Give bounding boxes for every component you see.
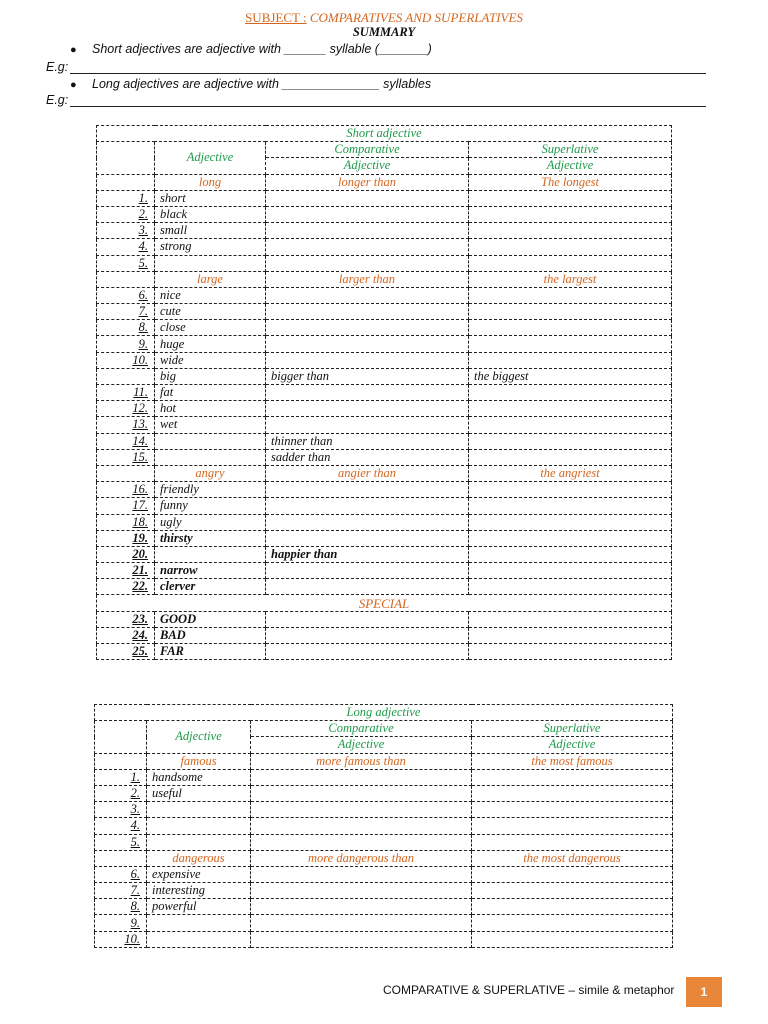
superlative-cell[interactable] [472, 834, 673, 850]
comparative-cell[interactable]: thinner than [266, 433, 469, 449]
adjective-cell[interactable]: small [155, 223, 266, 239]
superlative-cell[interactable] [469, 190, 672, 206]
exercise-row [97, 385, 672, 401]
comparative-cell[interactable] [251, 785, 472, 801]
short-rule-text: Short adjectives are adjective with ______ syllable (_______) [92, 42, 432, 56]
row-number: 6. [97, 287, 155, 303]
superlative-cell[interactable] [472, 883, 673, 899]
row-number: 23. [97, 611, 155, 627]
row-number: 9. [97, 336, 155, 352]
comparative-cell[interactable] [266, 611, 469, 627]
superlative-header-sub: Adjective [469, 158, 672, 174]
superlative-cell[interactable] [469, 433, 672, 449]
exercise-row [97, 449, 672, 465]
row-number: 8. [95, 899, 147, 915]
example-adjective: famous [147, 753, 251, 769]
comparative-cell[interactable] [266, 417, 469, 433]
comparative-cell[interactable] [266, 579, 469, 595]
superlative-cell[interactable] [472, 899, 673, 915]
comparative-cell[interactable]: bigger than [266, 368, 469, 384]
comparative-cell[interactable] [251, 818, 472, 834]
row-number: 8. [97, 320, 155, 336]
header-row-1 [95, 721, 673, 737]
superlative-cell[interactable] [469, 223, 672, 239]
exercise-row [97, 546, 672, 562]
section-title-row [95, 705, 673, 721]
exercise-row [95, 866, 673, 882]
exercise-row [97, 190, 672, 206]
example-comparative: larger than [266, 271, 469, 287]
comparative-cell[interactable] [251, 802, 472, 818]
adjective-cell[interactable]: FAR [155, 644, 266, 660]
short-adjective-table [96, 125, 672, 660]
example-superlative: the most dangerous [472, 850, 673, 866]
example-number-cell [97, 271, 155, 287]
comparative-cell[interactable] [266, 530, 469, 546]
row-number: 25. [97, 644, 155, 660]
row-number: 17. [97, 498, 155, 514]
comparative-cell[interactable] [251, 899, 472, 915]
footer-text: COMPARATIVE & SUPERLATIVE – simile & metaphor [383, 983, 675, 997]
example-superlative: The longest [469, 174, 672, 190]
example-comparative: more dangerous than [251, 850, 472, 866]
example-adjective: long [155, 174, 266, 190]
adjective-cell[interactable] [147, 802, 251, 818]
adjective-cell[interactable]: interesting [147, 883, 251, 899]
exercise-row [95, 818, 673, 834]
subject-title [0, 10, 768, 26]
example-row [95, 753, 673, 769]
comparative-cell[interactable] [266, 287, 469, 303]
adjective-cell[interactable]: black [155, 206, 266, 222]
bullet-icon: ● [70, 44, 77, 56]
superlative-cell[interactable] [472, 802, 673, 818]
exercise-row [97, 287, 672, 303]
row-number: 4. [97, 239, 155, 255]
comparative-cell[interactable] [251, 769, 472, 785]
example-row [97, 174, 672, 190]
example-comparative: angier than [266, 465, 469, 481]
comparative-header: Comparative [266, 142, 469, 158]
example-row [97, 465, 672, 481]
row-number: 5. [97, 255, 155, 271]
comparative-header-sub: Adjective [251, 737, 472, 753]
superlative-cell[interactable] [472, 818, 673, 834]
row-number: 9. [95, 915, 147, 931]
superlative-cell[interactable] [469, 611, 672, 627]
row-number: 7. [97, 304, 155, 320]
superlative-cell[interactable] [469, 206, 672, 222]
comparative-cell[interactable]: sadder than [266, 449, 469, 465]
superlative-cell[interactable] [469, 417, 672, 433]
example-superlative: the angriest [469, 465, 672, 481]
superlative-cell[interactable] [469, 449, 672, 465]
superlative-cell[interactable] [469, 239, 672, 255]
eg-answer-line-1 [70, 73, 706, 74]
superlative-header-sub: Adjective [472, 737, 673, 753]
row-number: 19. [97, 530, 155, 546]
example-row [95, 850, 673, 866]
example-superlative: the most famous [472, 753, 673, 769]
adjective-cell[interactable]: powerful [147, 899, 251, 915]
adjective-cell[interactable]: wet [155, 417, 266, 433]
long-rule-text: Long adjectives are adjective with ______________ syllables [92, 77, 432, 91]
exercise-row [97, 336, 672, 352]
superlative-cell[interactable] [472, 769, 673, 785]
comparative-cell[interactable] [251, 931, 472, 947]
adjective-cell[interactable]: GOOD [155, 611, 266, 627]
adjective-cell[interactable]: ugly [155, 514, 266, 530]
superlative-cell[interactable] [469, 530, 672, 546]
section-title: Long adjective [95, 705, 673, 721]
row-number: 11. [97, 385, 155, 401]
exercise-row [95, 802, 673, 818]
superlative-cell[interactable] [469, 385, 672, 401]
long-adjective-table [94, 704, 673, 948]
exercise-row [95, 899, 673, 915]
exercise-row [97, 352, 672, 368]
row-number: 1. [95, 769, 147, 785]
adjective-cell[interactable] [155, 449, 266, 465]
adjective-cell[interactable] [155, 255, 266, 271]
adjective-cell[interactable]: BAD [155, 627, 266, 643]
exercise-row [95, 883, 673, 899]
superlative-cell[interactable] [469, 255, 672, 271]
adjective-cell[interactable]: hot [155, 401, 266, 417]
exercise-row [97, 530, 672, 546]
superlative-cell[interactable] [469, 546, 672, 562]
exercise-row [97, 433, 672, 449]
exercise-row [95, 915, 673, 931]
superlative-cell[interactable] [469, 644, 672, 660]
adjective-cell[interactable]: cute [155, 304, 266, 320]
row-number: 20. [97, 546, 155, 562]
row-number: 10. [97, 352, 155, 368]
exercise-row [95, 834, 673, 850]
example-row [97, 271, 672, 287]
comparative-cell[interactable] [266, 644, 469, 660]
special-title: SPECIAL [97, 595, 672, 611]
adjective-cell[interactable]: wide [155, 352, 266, 368]
superlative-cell[interactable] [469, 320, 672, 336]
exercise-row [97, 417, 672, 433]
row-number [97, 368, 155, 384]
example-number-cell [97, 465, 155, 481]
number-header-cell [97, 142, 155, 174]
summary-heading: SUMMARY [352, 25, 416, 39]
adjective-cell[interactable]: thirsty [155, 530, 266, 546]
adjective-cell[interactable]: close [155, 320, 266, 336]
exercise-row [95, 785, 673, 801]
exercise-row [97, 368, 672, 384]
row-number: 15. [97, 449, 155, 465]
row-number: 21. [97, 563, 155, 579]
adjective-cell[interactable]: friendly [155, 482, 266, 498]
adjective-header: Adjective [155, 142, 266, 174]
row-number: 16. [97, 482, 155, 498]
long-rule [70, 77, 431, 91]
superlative-cell[interactable]: the biggest [469, 368, 672, 384]
superlative-cell[interactable] [469, 579, 672, 595]
header-row-1 [97, 142, 672, 158]
row-number: 7. [95, 883, 147, 899]
comparative-cell[interactable] [266, 255, 469, 271]
comparative-cell[interactable] [266, 401, 469, 417]
comparative-cell[interactable] [266, 482, 469, 498]
adjective-cell[interactable]: strong [155, 239, 266, 255]
adjective-cell[interactable]: funny [155, 498, 266, 514]
comparative-cell[interactable] [266, 336, 469, 352]
adjective-cell[interactable]: nice [155, 287, 266, 303]
exercise-row [95, 769, 673, 785]
eg-label-1: E.g: [46, 60, 69, 74]
comparative-cell[interactable] [266, 385, 469, 401]
subject-label: SUBJECT : [245, 10, 307, 25]
special-row [97, 627, 672, 643]
page-number-badge: 1 [686, 977, 722, 1007]
exercise-row [95, 931, 673, 947]
comparative-cell[interactable] [266, 498, 469, 514]
row-number: 6. [95, 866, 147, 882]
special-title-row [97, 595, 672, 611]
exercise-row [97, 482, 672, 498]
exercise-row [97, 514, 672, 530]
comparative-cell[interactable] [266, 239, 469, 255]
row-number: 1. [97, 190, 155, 206]
comparative-cell[interactable]: happier than [266, 546, 469, 562]
comparative-cell[interactable] [266, 206, 469, 222]
superlative-cell[interactable] [469, 352, 672, 368]
exercise-row [97, 320, 672, 336]
adjective-cell[interactable]: expensive [147, 866, 251, 882]
example-number-cell [97, 174, 155, 190]
adjective-cell[interactable]: narrow [155, 563, 266, 579]
superlative-cell[interactable] [472, 915, 673, 931]
example-adjective: dangerous [147, 850, 251, 866]
comparative-cell[interactable] [251, 834, 472, 850]
superlative-header: Superlative [472, 721, 673, 737]
comparative-header: Comparative [251, 721, 472, 737]
short-rule [70, 42, 432, 56]
row-number: 4. [95, 818, 147, 834]
adjective-cell[interactable]: handsome [147, 769, 251, 785]
special-row [97, 644, 672, 660]
subject-value: COMPARATIVES AND SUPERLATIVES [309, 10, 523, 25]
superlative-cell[interactable] [469, 627, 672, 643]
row-number: 14. [97, 433, 155, 449]
comparative-cell[interactable] [266, 563, 469, 579]
exercise-row [97, 579, 672, 595]
comparative-cell[interactable] [266, 223, 469, 239]
comparative-cell[interactable] [266, 190, 469, 206]
row-number: 12. [97, 401, 155, 417]
comparative-cell[interactable] [251, 915, 472, 931]
comparative-cell[interactable] [266, 320, 469, 336]
comparative-cell[interactable] [251, 883, 472, 899]
superlative-cell[interactable] [469, 336, 672, 352]
exercise-row [97, 223, 672, 239]
superlative-cell[interactable] [469, 563, 672, 579]
example-superlative: the largest [469, 271, 672, 287]
superlative-cell[interactable] [472, 866, 673, 882]
row-number: 3. [95, 802, 147, 818]
adjective-cell[interactable]: huge [155, 336, 266, 352]
comparative-cell[interactable] [266, 352, 469, 368]
comparative-cell[interactable] [266, 627, 469, 643]
superlative-cell[interactable] [472, 785, 673, 801]
row-number: 3. [97, 223, 155, 239]
comparative-cell[interactable] [251, 866, 472, 882]
comparative-header-sub: Adjective [266, 158, 469, 174]
adjective-cell[interactable] [147, 834, 251, 850]
row-number: 18. [97, 514, 155, 530]
row-number: 5. [95, 834, 147, 850]
adjective-cell[interactable] [147, 818, 251, 834]
exercise-row [97, 255, 672, 271]
section-title-row [97, 126, 672, 142]
number-header-cell [95, 721, 147, 753]
example-number-cell [95, 753, 147, 769]
exercise-row [97, 304, 672, 320]
superlative-header: Superlative [469, 142, 672, 158]
row-number: 24. [97, 627, 155, 643]
superlative-cell[interactable] [469, 304, 672, 320]
eg-label-2: E.g: [46, 93, 69, 107]
exercise-row [97, 563, 672, 579]
bullet-icon: ● [70, 79, 77, 91]
exercise-row [97, 239, 672, 255]
exercise-row [97, 498, 672, 514]
superlative-cell[interactable] [469, 482, 672, 498]
adjective-cell[interactable] [155, 433, 266, 449]
adjective-cell[interactable] [155, 546, 266, 562]
adjective-header: Adjective [147, 721, 251, 753]
adjective-cell[interactable]: big [155, 368, 266, 384]
superlative-cell[interactable] [469, 287, 672, 303]
example-comparative: more famous than [251, 753, 472, 769]
exercise-row [97, 206, 672, 222]
comparative-cell[interactable] [266, 514, 469, 530]
example-comparative: longer than [266, 174, 469, 190]
row-number: 2. [95, 785, 147, 801]
section-title: Short adjective [97, 126, 672, 142]
example-adjective: large [155, 271, 266, 287]
adjective-cell[interactable]: clerver [155, 579, 266, 595]
example-number-cell [95, 850, 147, 866]
row-number: 2. [97, 206, 155, 222]
exercise-row [97, 401, 672, 417]
adjective-cell[interactable] [147, 915, 251, 931]
superlative-cell[interactable] [469, 401, 672, 417]
special-row [97, 611, 672, 627]
comparative-cell[interactable] [266, 304, 469, 320]
row-number: 10. [95, 931, 147, 947]
row-number: 22. [97, 579, 155, 595]
superlative-cell[interactable] [469, 498, 672, 514]
adjective-cell[interactable]: short [155, 190, 266, 206]
adjective-cell[interactable]: useful [147, 785, 251, 801]
adjective-cell[interactable]: fat [155, 385, 266, 401]
superlative-cell[interactable] [472, 931, 673, 947]
adjective-cell[interactable] [147, 931, 251, 947]
example-adjective: angry [155, 465, 266, 481]
superlative-cell[interactable] [469, 514, 672, 530]
eg-answer-line-2 [70, 106, 706, 107]
row-number: 13. [97, 417, 155, 433]
